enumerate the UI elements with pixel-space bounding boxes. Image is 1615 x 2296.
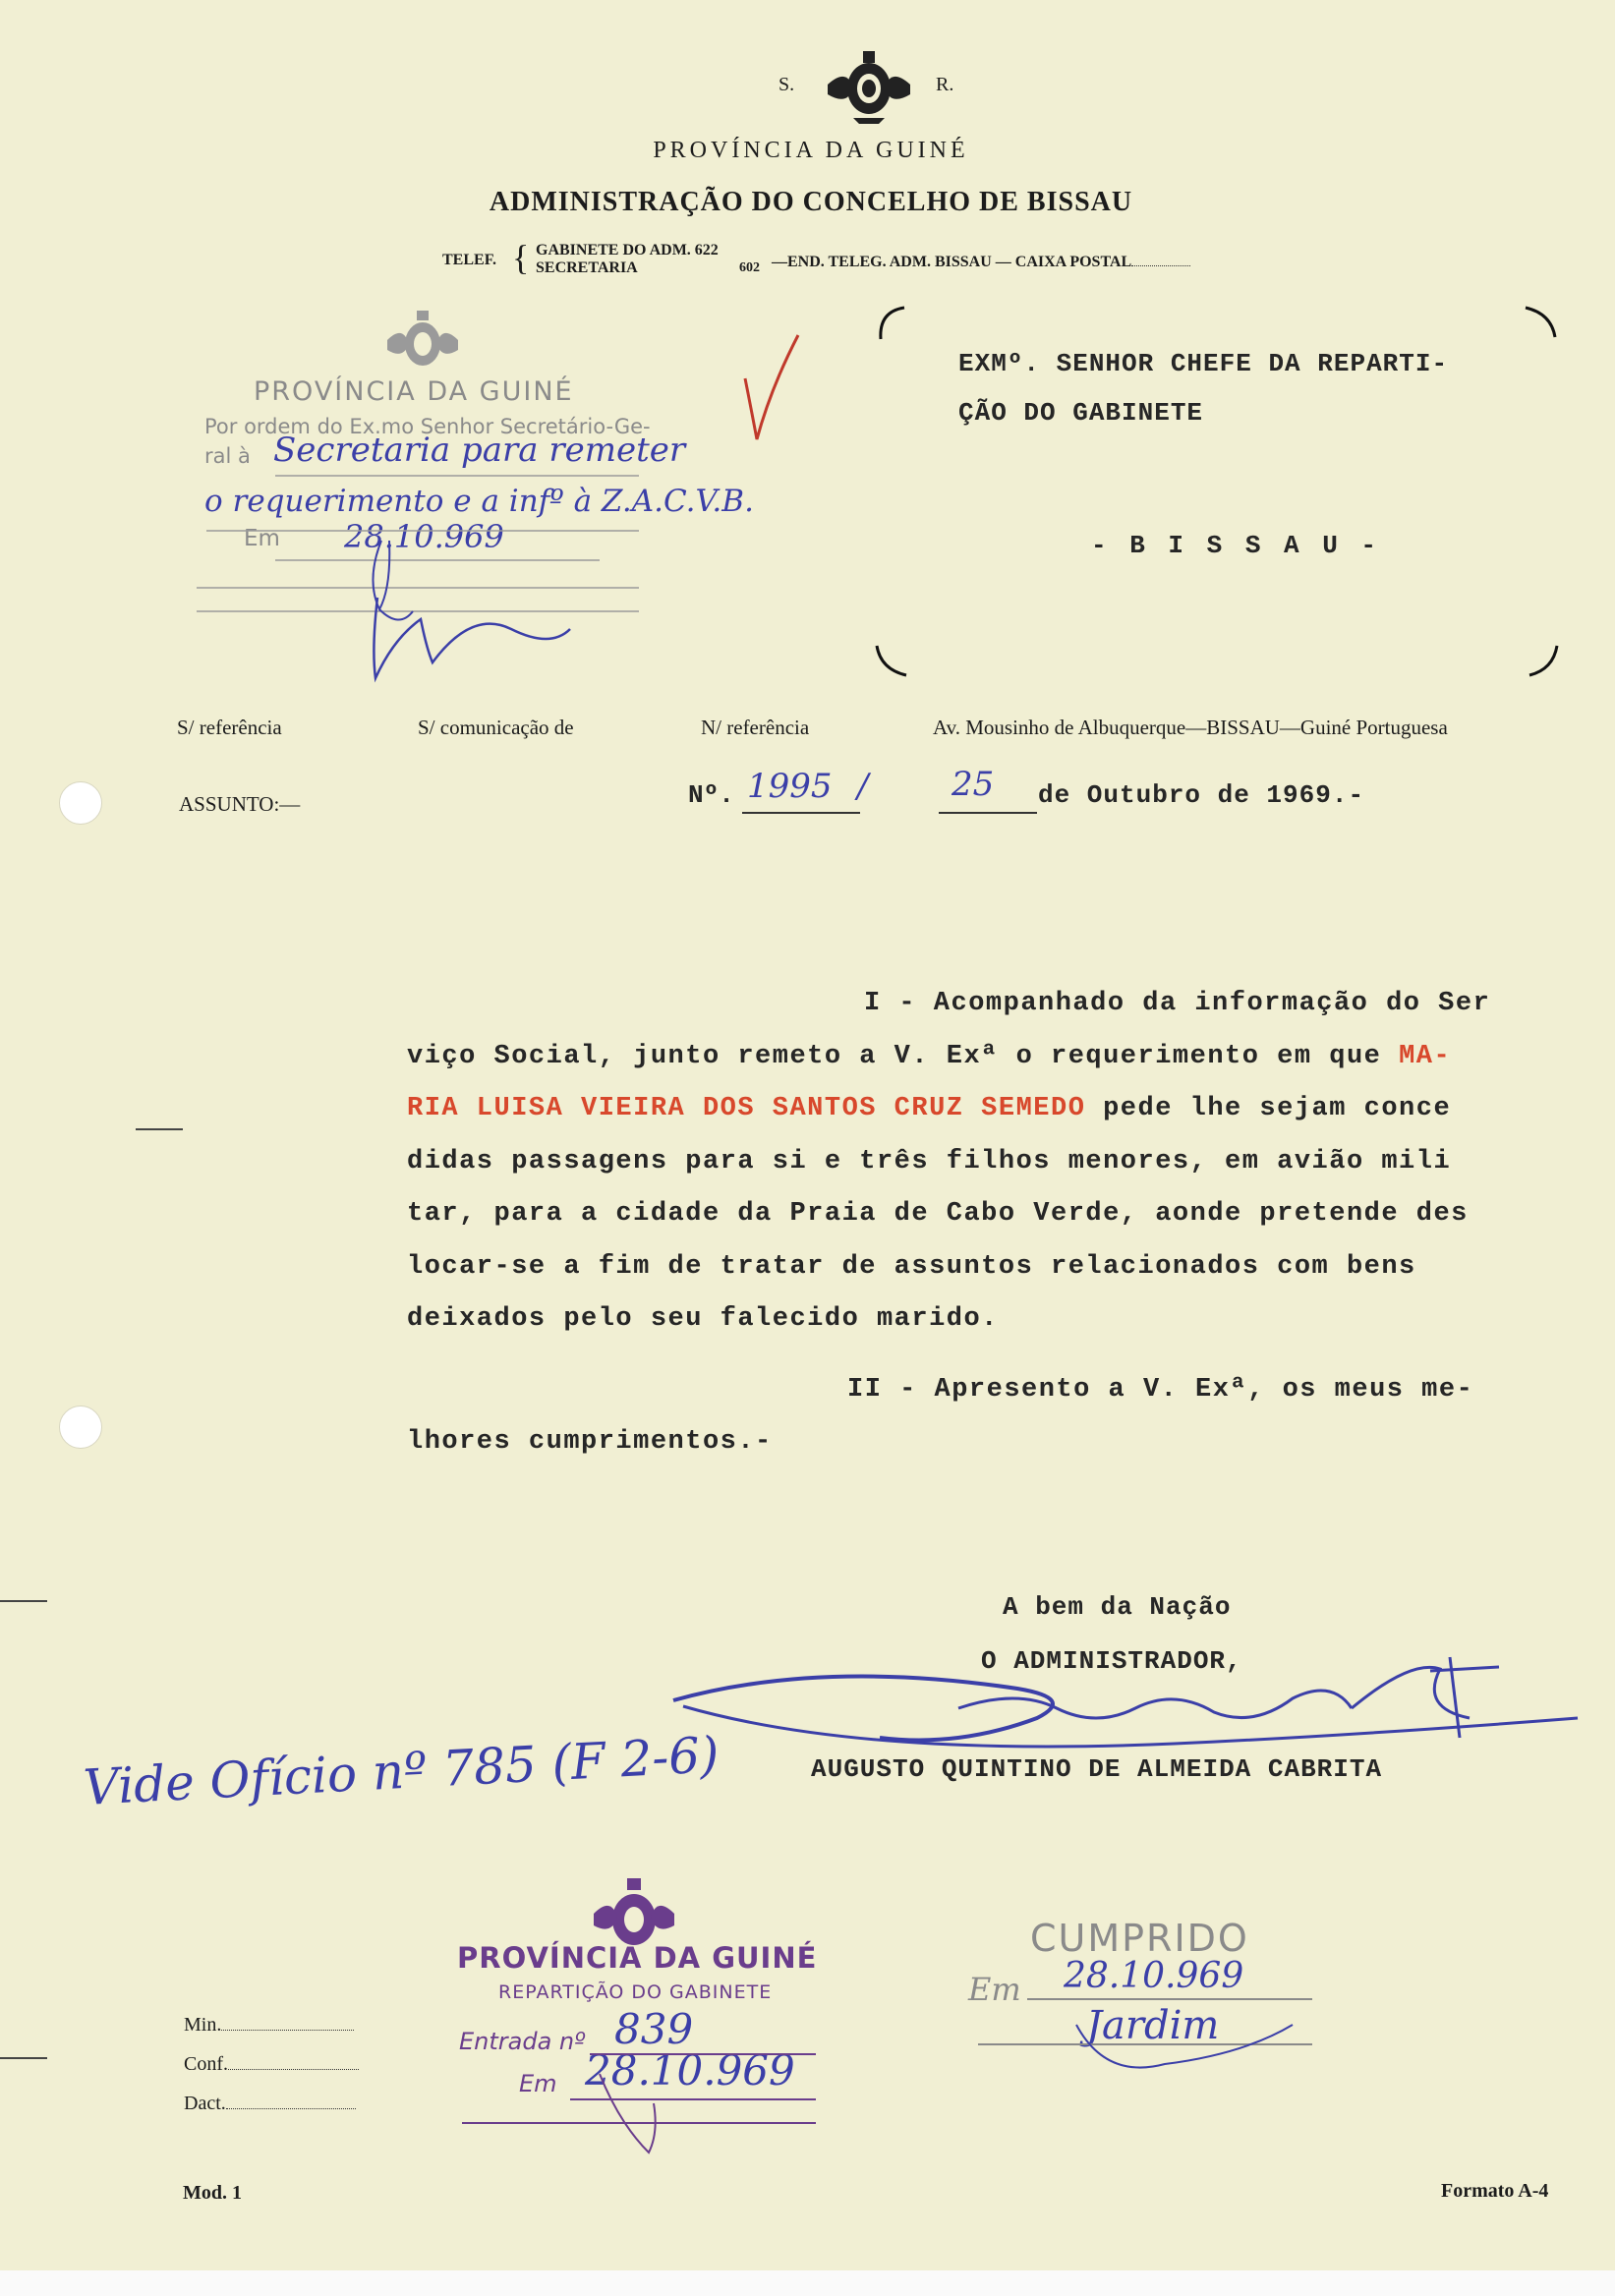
telef-label: TELEF. <box>442 252 496 268</box>
order-stamp-province: PROVÍNCIA DA GUINÉ <box>254 376 574 407</box>
date-text: de Outubro de 1969.- <box>1038 780 1365 810</box>
s-referencia-label: S/ referência <box>177 716 282 739</box>
order-date: 28.10.969 <box>344 518 504 555</box>
order-stamp-line-1: Por ordem do Ex.mo Senhor Secretário-Ge- <box>204 415 651 438</box>
paper-format: Formato A-4 <box>1441 2180 1549 2202</box>
day-handwritten: 25 <box>952 765 995 804</box>
entry-stamp-date: 28.10.969 <box>585 2046 795 2095</box>
number-underline <box>742 812 860 814</box>
closing-line-2: O ADMINISTRADOR, <box>981 1646 1242 1676</box>
order-handwriting-line-2: o requerimento e a infº à Z.A.C.V.B. <box>204 484 754 519</box>
administrator-signature <box>663 1649 1587 1767</box>
entry-stamp-repartition: REPARTIÇÃO DO GABINETE <box>498 1981 773 2003</box>
cumprido-em-label: Em <box>968 1971 1021 2008</box>
body-line-4: didas passagens para si e três filhos menores, em avião mili <box>407 1146 1452 1177</box>
cumprido-signature: Jardim <box>1086 2003 1220 2048</box>
letter-body <box>407 978 1606 1469</box>
n-referencia-label: N/ referência <box>701 716 810 739</box>
fold-mark <box>136 1128 183 1130</box>
check-mark-icon <box>737 329 806 447</box>
body-line-2: viço Social, junto remeto a V. Exª o requerimento em que MA- <box>407 1041 1452 1071</box>
cumprido-title: CUMPRIDO <box>1030 1917 1249 1960</box>
punch-hole <box>59 1406 102 1449</box>
body-line-3: RIA LUISA VIEIRA DOS SANTOS CRUZ SEMEDO pede lhe sejam conce <box>407 1094 1452 1123</box>
cumprido-date: 28.10.969 <box>1064 1956 1244 1996</box>
province-title: PROVÍNCIA DA GUINÉ <box>653 138 969 163</box>
body-line-6: locar-se a fim de tratar de assuntos relacionados com bens <box>407 1251 1416 1282</box>
fold-mark <box>0 2057 47 2059</box>
order-stamp-line-2: ral à <box>204 444 251 468</box>
coat-of-arms-icon <box>824 49 914 126</box>
telef-lines <box>536 242 719 277</box>
entry-stamp-em-label: Em <box>519 2070 557 2097</box>
conf-field: Conf. <box>184 2044 359 2084</box>
entry-stamp-entrada-label: Entrada nº <box>459 2028 586 2055</box>
fold-mark <box>0 1600 47 1602</box>
day-underline <box>939 812 1037 814</box>
administrator-name: AUGUSTO QUINTINO DE ALMEIDA CABRITA <box>811 1754 1383 1784</box>
addressee-line-1: EXMº. SENHOR CHEFE DA REPARTI- <box>958 349 1449 378</box>
initials-fields <box>184 2005 359 2123</box>
entry-stamp-lines <box>452 2035 826 2172</box>
body-line-8: II - Apresento a V. Exª, os meus me- <box>847 1374 1474 1405</box>
body-line-1: I - Acompanhado da informação do Ser <box>864 989 1491 1018</box>
sender-address: Av. Mousinho de Albuquerque—BISSAU—Guiné Portuguesa <box>933 716 1448 739</box>
punch-hole <box>59 781 102 825</box>
closing-line-1: A bem da Nação <box>1003 1592 1232 1622</box>
number-handwritten: 1995 <box>747 767 833 806</box>
body-line-7: deixados pelo seu falecido marido. <box>407 1304 999 1334</box>
cumprido-lines <box>968 1985 1322 2084</box>
body-line-9: lhores cumprimentos.- <box>407 1427 773 1457</box>
addressee-city: - B I S S A U - <box>1091 531 1381 560</box>
administration-title: ADMINISTRAÇÃO DO CONCELHO DE BISSAU <box>489 187 1133 217</box>
secretaria-phone: 602 <box>739 260 760 275</box>
dact-field: Dact. <box>184 2084 359 2123</box>
number-label: Nº. <box>688 780 734 810</box>
number-slash: / <box>857 767 869 806</box>
order-initials-signature <box>364 580 590 688</box>
min-field: Min. <box>184 2005 359 2044</box>
secretaria-label: SECRETARIA <box>536 259 638 276</box>
telegraph-line: —END. TELEG. ADM. BISSAU — CAIXA POSTAL <box>772 254 1190 271</box>
form-model: Mod. 1 <box>183 2182 242 2204</box>
scan-margin <box>0 2270 1615 2296</box>
stamp-coat-of-arms-icon <box>383 307 462 375</box>
addressee-line-2: ÇÃO DO GABINETE <box>958 398 1204 428</box>
assunto-label: ASSUNTO:— <box>179 792 301 816</box>
s-mark: S. <box>779 74 795 95</box>
entry-stamp-number: 839 <box>614 2005 694 2053</box>
vide-annotation: Vide Ofício nº 785 (F 2-6) <box>82 1726 721 1816</box>
order-handwriting-line-1: Secretaria para remeter <box>273 430 686 470</box>
body-line-5: tar, para a cidade da Praia de Cabo Verde, aonde pretende des <box>407 1199 1469 1229</box>
telef-brace: { <box>512 238 530 277</box>
order-em-label: Em <box>244 526 280 551</box>
s-comunicacao-label: S/ comunicação de <box>418 716 574 739</box>
entry-stamp-province: PROVÍNCIA DA GUINÉ <box>457 1941 818 1975</box>
r-mark: R. <box>936 74 954 95</box>
gabinete-phone: GABINETE DO ADM. 622 <box>536 242 719 258</box>
addressee-block <box>958 339 1448 437</box>
